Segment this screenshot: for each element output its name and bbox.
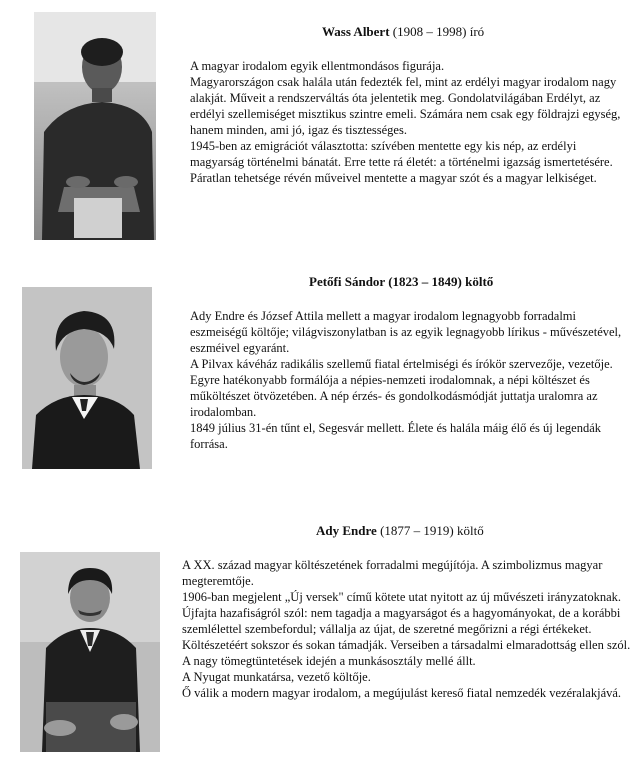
paragraph: 1849 július 31-én tűnt el, Segesvár mellett. Élete és halála máig élő és új legendák forrása.	[190, 421, 601, 451]
paragraph: A Nyugat munkatársa, vezető költője.	[182, 670, 371, 684]
paragraph: A XX. század magyar költészetének forradalmi megújítója. A szimbolizmus magyar megteremtője.	[182, 558, 603, 588]
biography-text	[182, 557, 632, 701]
paragraph: 1945-ben az emigrációt választotta: szívében mentette egy kis nép, az erdélyi magyarság történelmi bánatát. Erre tette rá életét: a történelmi igazság ismertetésére. Páratlan tehetsége révén műveivel mentette a magyar szót és a magyar lelkiséget.	[190, 139, 613, 185]
author-dates-role: (1908 – 1998) író	[389, 24, 485, 39]
section-title	[316, 523, 484, 539]
paragraph: Magyarországon csak halála után fedezték fel, mint az erdélyi magyar irodalom nagy alakját. Műveit a rendszerváltás óta jelentetik meg. Gondolatvilágában Erdélyt, az erdélyi szellemiséget misztikus szintre emeli. Számára nem csak egy földrajzi egység, hanem minden, ami jó, igaz és tisztességes.	[190, 75, 621, 137]
paragraph: Ady Endre és József Attila mellett a magyar irodalom legnagyobb forradalmi eszmeiségű költője; világviszonylatban is az egyik legnagyobb lírikus - művészetével, eszméivel egyaránt.	[190, 309, 622, 355]
portrait-image	[34, 12, 156, 240]
biography-text	[190, 308, 630, 452]
portrait-photo-petofi-sandor	[22, 287, 152, 469]
author-dates-role: (1877 – 1919) költő	[376, 523, 484, 538]
portrait-photo-ady-endre	[20, 552, 160, 752]
section-title	[309, 274, 493, 290]
portrait-photo-wass-albert	[34, 12, 156, 240]
author-name: Wass Albert	[322, 24, 390, 39]
portrait-image	[20, 552, 160, 752]
paragraph: A Pilvax kávéház radikális szellemű fiatal értelmiségi és írókör szervezője, vezetője.	[190, 357, 613, 371]
paragraph: Ő válik a modern magyar irodalom, a megújulást kereső fiatal nemzedék vezéralakjává.	[182, 686, 622, 700]
biography-text	[190, 58, 626, 186]
paragraph: A magyar irodalom egyik ellentmondásos figurája.	[190, 59, 445, 73]
section-title	[322, 24, 484, 40]
author-name-dates-role: Petőfi Sándor (1823 – 1849) költő	[309, 274, 494, 289]
paragraph: 1906-ban megjelent „Új versek" című kötete utat nyitott az új művészeti irányzatoknak. Újfajta hazafiságról szól: nem tagadja a magyarságot és a hagyományokat, de a korábbi szemlélettel szembefordul; vállalja az újat, de szeretné megőrizni a régi értékeket. Költészetéért sokszor és sokan támadják. Verseiben a társadalmi elmaradottság ellen szól. A nagy tömegtüntetések idején a munkásosztály mellé állt.	[182, 590, 631, 668]
author-name: Ady Endre	[316, 523, 377, 538]
paragraph: Egyre hatékonyabb formálója a népies-nemzeti irodalomnak, a népi költészet és műköltészet ötvözetében. A nép érzés- és gondolkodásmódját juttatja uralomra az irodalomban.	[190, 373, 598, 419]
portrait-image	[22, 287, 152, 469]
